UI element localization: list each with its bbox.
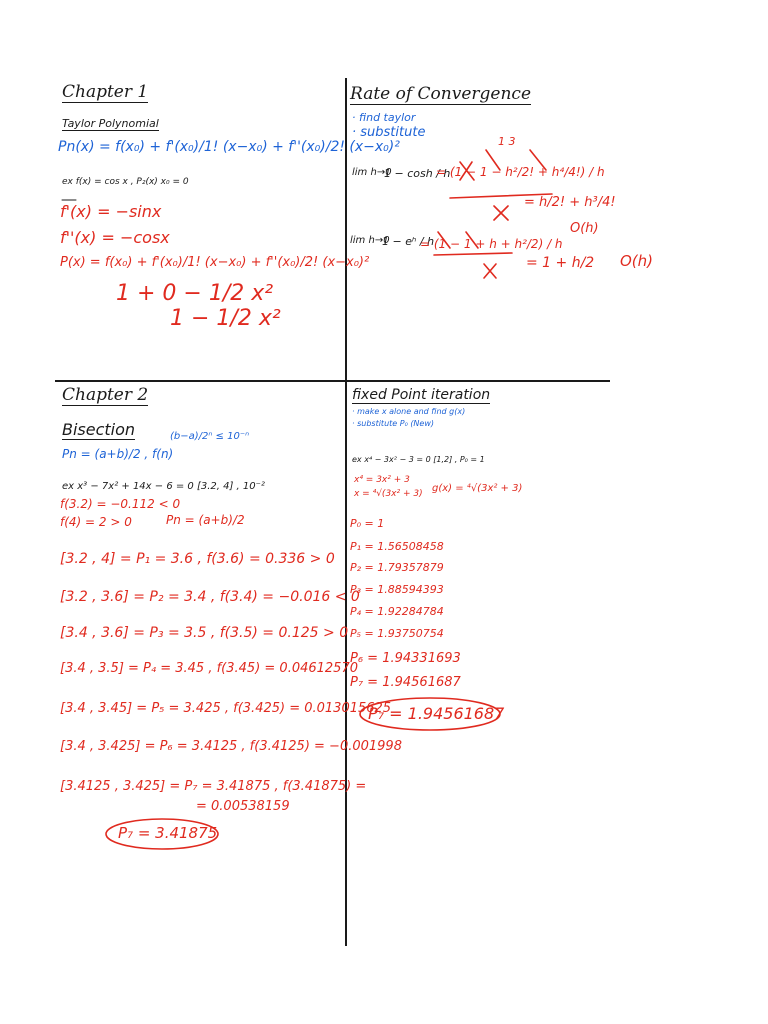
limit-1-label: lim h→0: [352, 167, 392, 178]
step-substitute: · substitute: [352, 125, 426, 140]
p2-formula: P(x) = f(x₀) + f'(x₀)/1! (x−x₀) + f''(x₀)/2! (x−x₀)²: [60, 255, 370, 270]
fp-iterate: P₀ = 1: [350, 517, 385, 530]
fixed-point-answer-oval: [360, 698, 500, 730]
fp-iterate: P₄ = 1.92284784: [350, 605, 444, 618]
result-line-1: 1 + 0 − 1/2 x²: [116, 281, 274, 306]
bisection-row: [3.2 , 3.6] = P₂ = 3.4 , f(3.4) = −0.016 < 0: [60, 589, 360, 605]
fp-iterate: P₇ = 1.94561687: [350, 675, 461, 690]
bisection-last-value: = 0.00538159: [196, 799, 290, 814]
taylor-example: ex f(x) = cos x , P₂(x) x₀ = 0: [62, 177, 189, 187]
fp-step-2: · substitute P₀ (New): [352, 419, 435, 428]
limit-2-fraction: 1 − eʰ / h: [382, 235, 435, 248]
rate-of-convergence-title: Rate of Convergence: [350, 84, 532, 104]
fp-iterate: P₅ = 1.93750754: [350, 627, 444, 640]
bisection-row: [3.4 , 3.425] = P₆ = 3.4125 , f(3.4125) = −0.001998: [60, 739, 402, 754]
limit-2-label: lim h→0: [350, 235, 390, 246]
f-at-3-2: f(3.2) = −0.112 < 0: [60, 497, 181, 511]
fixed-point-title: fixed Point iteration: [352, 387, 491, 403]
strike-mark: [484, 264, 496, 278]
fp-iterate: P₁ = 1.56508458: [350, 540, 444, 553]
expansion-marks: 1 3: [498, 135, 516, 148]
limit-1-result: = h/2! + h³/4!: [524, 195, 616, 210]
limit-2-order: O(h): [620, 252, 654, 270]
limit-2-fraction-bar: [434, 253, 512, 255]
bisection-pn: Pn = (a+b)/2 , f(n): [62, 447, 174, 461]
bisection-example: ex x³ − 7x² + 14x − 6 = 0 [3.2, 4] , 10⁻²: [62, 481, 265, 492]
fp-iterate: P₆ = 1.94331693: [350, 651, 461, 666]
fp-example: ex x⁴ − 3x² − 3 = 0 [1,2] , P₀ = 1: [352, 455, 485, 464]
fp-g-function: g(x) = ⁴√(3x² + 3): [432, 483, 523, 494]
bisection-row: [3.4 , 3.6] = P₃ = 3.5 , f(3.5) = 0.125 > 0: [60, 625, 349, 641]
first-derivative: f'(x) = −sinx: [60, 202, 162, 221]
limit-2-result: = 1 + h/2: [526, 255, 595, 271]
strike-mark: [438, 232, 450, 248]
strike-mark: [486, 150, 500, 170]
f-at-4: f(4) = 2 > 0: [60, 515, 132, 529]
limit-1-fraction: 1 − cosh / h: [384, 167, 451, 180]
bisection-answer-oval: [106, 819, 218, 849]
fp-rearrange-2: x = ⁴√(3x² + 3): [354, 489, 423, 499]
bisection-row: [3.4 , 3.5] = P₄ = 3.45 , f(3.45) = 0.04612570: [60, 661, 358, 676]
taylor-formula: Pn(x) = f(x₀) + f'(x₀)/1! (x−x₀) + f''(x₀)/2! (x−x₀)²: [58, 139, 400, 155]
bisection-row: [3.4 , 3.45] = P₅ = 3.425 , f(3.425) = 0.013015625: [60, 701, 392, 716]
limit-1-order: O(h): [570, 221, 599, 236]
strike-mark: [466, 232, 478, 248]
chapter-2-title: Chapter 2: [62, 385, 149, 405]
fp-rearrange-1: x⁴ = 3x² + 3: [354, 475, 410, 485]
bisection-row: [3.4125 , 3.425] = P₇ = 3.41875 , f(3.41875) =: [60, 779, 367, 794]
taylor-polynomial-heading: Taylor Polynomial: [62, 117, 159, 130]
fp-iterate: P₂ = 1.79357879: [350, 561, 444, 574]
second-derivative: f''(x) = −cosx: [60, 228, 170, 247]
strike-mark: [530, 150, 546, 170]
bisection-row: [3.2 , 4] = P₁ = 3.6 , f(3.6) = 0.336 > 0: [60, 551, 335, 567]
fp-step-1: · make x alone and find g(x): [352, 407, 466, 416]
strike-mark: [460, 162, 474, 180]
limit-1-expansion: = (1 − 1 − h²/2! + h⁴/4!) / h: [436, 165, 605, 179]
bisection-heading: Bisection: [62, 420, 136, 439]
result-line-2: 1 − 1/2 x²: [170, 306, 281, 331]
fp-iterate: P₃ = 1.88594393: [350, 583, 444, 596]
bisection-answer: P₇ = 3.41875: [118, 824, 218, 842]
bisection-tolerance: (b−a)/2ⁿ ≤ 10⁻ⁿ: [170, 431, 250, 442]
limit-2-expansion: = (1 − 1 + h + h²/2) / h: [420, 237, 563, 251]
pn-midpoint: Pn = (a+b)/2: [166, 513, 245, 527]
fp-answer: P₇ = 1.94561687: [368, 704, 505, 723]
chapter-1-title: Chapter 1: [62, 82, 149, 102]
limit-1-fraction-bar: [450, 194, 552, 198]
strike-mark: [494, 206, 508, 220]
step-find-taylor: · find taylor: [352, 111, 416, 124]
